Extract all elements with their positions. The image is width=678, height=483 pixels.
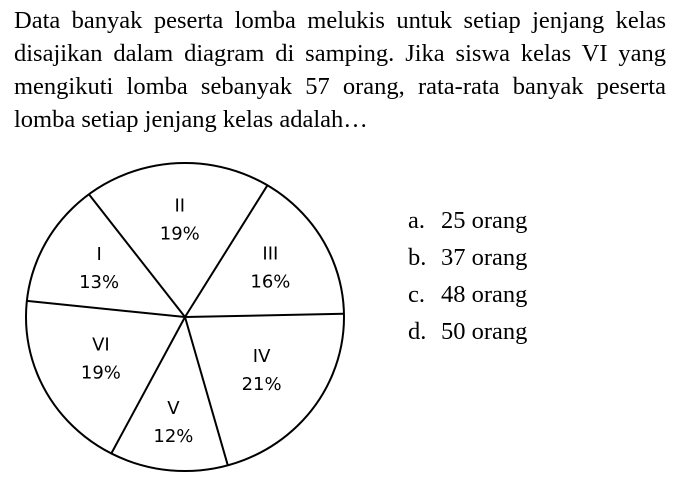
slice-category-label: VI xyxy=(92,334,110,356)
option-text: 25 orang xyxy=(441,207,528,234)
option-letter: d. xyxy=(408,318,427,345)
option-letter: a. xyxy=(408,207,425,234)
slice-category-label: IV xyxy=(252,346,271,368)
pie-chart-svg xyxy=(24,160,350,476)
option-b[interactable] xyxy=(408,239,527,276)
pie-chart xyxy=(24,160,350,476)
option-text: 48 orang xyxy=(441,281,528,308)
slice-category-label: II xyxy=(174,195,186,217)
option-text: 37 orang xyxy=(441,244,528,271)
slice-percent-label: 16% xyxy=(250,271,291,293)
slice-percent-label: 19% xyxy=(159,223,200,245)
option-a[interactable] xyxy=(408,202,527,239)
slice-percent-label: 21% xyxy=(241,374,282,396)
question-text: Data banyak peserta lomba melukis untuk setiap jenjang kelas disajikan dalam diagram di samping. Jika siswa kelas VI yang mengikuti lomba sebanyak 57 orang, rata-rata banyak peserta lomba setiap jenjang kelas adalah… xyxy=(14,7,666,133)
slice-category-label: III xyxy=(262,243,279,265)
slice-category-label: V xyxy=(167,398,180,420)
option-text: 50 orang xyxy=(441,318,528,345)
option-letter: b. xyxy=(408,244,427,271)
option-letter: c. xyxy=(408,281,425,308)
slice-category-label: I xyxy=(96,244,102,266)
answer-options xyxy=(408,202,527,350)
slice-percent-label: 12% xyxy=(153,426,194,448)
option-d[interactable] xyxy=(408,313,527,350)
slice-percent-label: 19% xyxy=(80,362,121,384)
option-c[interactable] xyxy=(408,276,527,313)
slice-percent-label: 13% xyxy=(79,272,120,294)
